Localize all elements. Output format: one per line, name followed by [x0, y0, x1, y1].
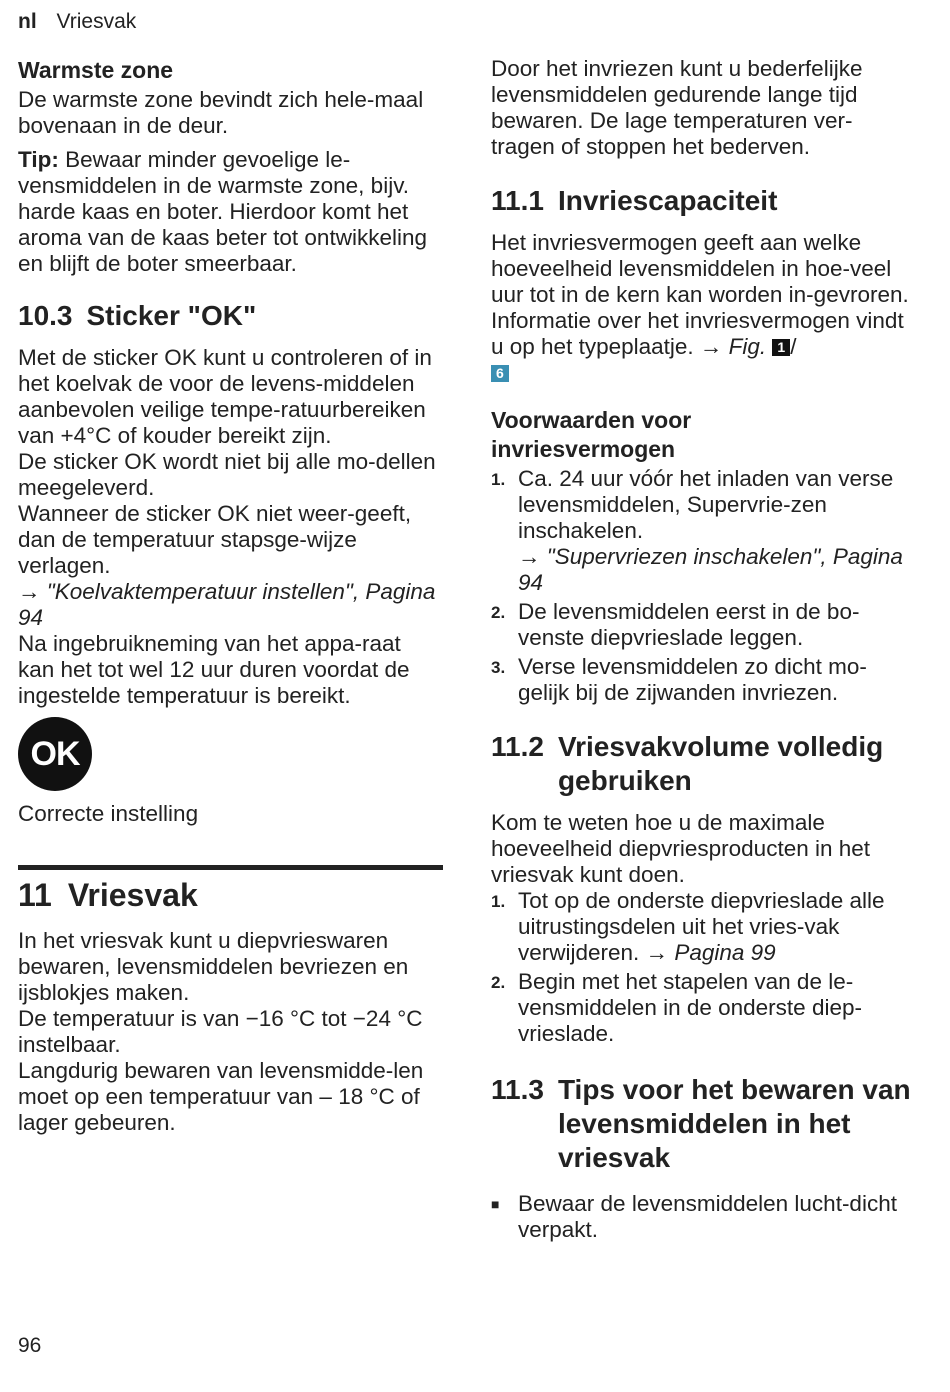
- list-item: [491, 466, 916, 596]
- language-code: nl: [18, 10, 37, 33]
- step-text: Ca. 24 uur vóór het inladen van verse levensmiddelen, Supervrie-zen inschakelen.: [518, 466, 894, 543]
- section-title: Invriescapaciteit: [557, 185, 778, 216]
- list-item: [491, 654, 916, 706]
- sticker-text-2: De sticker OK wordt niet bij alle mo-dellen meegeleverd.: [18, 449, 436, 500]
- fig-slash: /: [790, 334, 797, 359]
- volume-text: Kom te weten hoe u de maximale hoeveelheid diepvriesproducten in het vriesvak kunt doen.: [491, 810, 871, 887]
- warmste-zone-title: Warmste zone: [18, 57, 174, 83]
- vriesvak-text-3: Langdurig bewaren van levensmidde-len moet op een temperatuur van – 18 °C of lager gebeuren.: [18, 1058, 424, 1135]
- warmste-zone-tip: [18, 147, 443, 277]
- section-number: 11.3: [491, 1074, 544, 1105]
- step-number: 3.: [491, 658, 506, 677]
- freezing-intro: Door het invriezen kunt u bederfelijke levensmiddelen gedurende lange tijd bewaren. De lage temperaturen ver-tragen of stoppen het bederven.: [491, 56, 863, 159]
- page-number: 96: [18, 1334, 42, 1357]
- supervriezen-link[interactable]: → "Supervriezen inschakelen", Pagina 94: [518, 544, 903, 595]
- tip-text: Bewaar de levensmiddelen lucht-dicht verpakt.: [518, 1191, 897, 1242]
- tip-label: Tip:: [18, 147, 59, 172]
- warmste-zone-text: De warmste zone bevindt zich hele-maal bovenaan in de deur.: [18, 87, 424, 138]
- figure-badge-1: 1: [772, 339, 790, 356]
- list-item: [491, 969, 916, 1047]
- section-11-2-heading: [491, 730, 916, 798]
- storage-tips-list: [491, 1191, 916, 1243]
- sticker-text-3: Wanneer de sticker OK niet weer-geeft, dan de temperatuur stapsge-wijze verlagen.: [18, 501, 412, 578]
- tip-text: Bewaar minder gevoelige le-vensmiddelen in de warmste zone, bijv. harde kaas en boter. Hierdoor komt het aroma van de kaas beter tot ontwikkeling en blijft de boter smeerbaar.: [18, 147, 427, 276]
- section-10-3-heading: [18, 299, 443, 333]
- step-text: De levensmiddelen eerst in de bo-venste diepvrieslade leggen.: [518, 599, 860, 650]
- bullet-icon: ■: [491, 1196, 500, 1212]
- vriesvak-text-2: De temperatuur is van −16 °C tot −24 °C instelbaar.: [18, 1006, 423, 1057]
- sticker-text-4: Na ingebruikneming van het appa-raat kan het tot wel 12 uur duren voordat de ingestelde temperatuur is bereikt.: [18, 631, 410, 708]
- chapter-title: Vriesvak: [67, 877, 198, 913]
- vriesvak-text-1: In het vriesvak kunt u diepvrieswaren bewaren, levensmiddelen bevriezen en ijsblokjes maken.: [18, 928, 409, 1005]
- step-number: 1.: [491, 470, 506, 489]
- ok-sticker-icon: OK: [18, 717, 92, 791]
- chapter-divider: [18, 865, 443, 870]
- section-number: 11.1: [491, 185, 544, 216]
- figure-badge-6: 6: [491, 365, 509, 382]
- step-number: 2.: [491, 973, 506, 992]
- sticker-text-1: Met de sticker OK kunt u controleren of in het koelvak de voor de levens-middelen aanbevolen veilige tempe-ratuurbereiken van +4°C of kouder bereikt zijn.: [18, 345, 432, 448]
- pagina-99-link[interactable]: → Pagina 99: [639, 940, 776, 965]
- page-header: [18, 10, 136, 34]
- left-column: [18, 56, 443, 1136]
- section-11-1-heading: [491, 184, 916, 218]
- capacity-text-2-body: Informatie over het invriesvermogen vindt u op het typeplaatje.: [491, 308, 904, 359]
- step-text: Tot op de onderste diepvrieslade alle uitrustingsdelen uit het vries-vak verwijderen.: [518, 888, 885, 965]
- list-item: [491, 599, 916, 651]
- section-title: Vriesvakvolume volledig gebruiken: [557, 731, 884, 796]
- chapter-11-heading: [18, 876, 443, 914]
- step-number: 2.: [491, 603, 506, 622]
- capacity-text-2: [491, 308, 916, 386]
- step-text: Verse levensmiddelen zo dicht mo-gelijk bij de zijwanden invriezen.: [518, 654, 867, 705]
- section-11-3-heading: [491, 1073, 916, 1175]
- volume-steps: [491, 888, 916, 1047]
- section-number: 10.3: [18, 300, 73, 331]
- step-number: 1.: [491, 892, 506, 911]
- section-number: 11.2: [491, 731, 544, 762]
- section-title: Sticker "OK": [86, 300, 257, 331]
- capacity-text-1: Het invriesvermogen geeft aan welke hoeveelheid levensmiddelen in hoe-veel uur tot in de kern kan worden in-gevroren.: [491, 230, 909, 307]
- fig-reference[interactable]: → Fig.: [693, 334, 773, 359]
- right-column: [491, 56, 916, 1243]
- conditions-steps: [491, 466, 916, 706]
- list-item: [491, 888, 916, 966]
- chapter-number: 11: [18, 877, 52, 913]
- header-title: Vriesvak: [56, 10, 137, 33]
- conditions-subhead: Voorwaarden voor invriesvermogen: [491, 407, 692, 462]
- section-title: Tips voor het bewaren van levensmiddelen in het vriesvak: [557, 1074, 911, 1173]
- koelvak-link[interactable]: → "Koelvaktemperatuur instellen", Pagina 94: [18, 579, 436, 630]
- list-item: [491, 1191, 916, 1243]
- ok-caption: Correcte instelling: [18, 801, 199, 826]
- step-text: Begin met het stapelen van de le-vensmiddelen in de onderste diep-vrieslade.: [518, 969, 862, 1046]
